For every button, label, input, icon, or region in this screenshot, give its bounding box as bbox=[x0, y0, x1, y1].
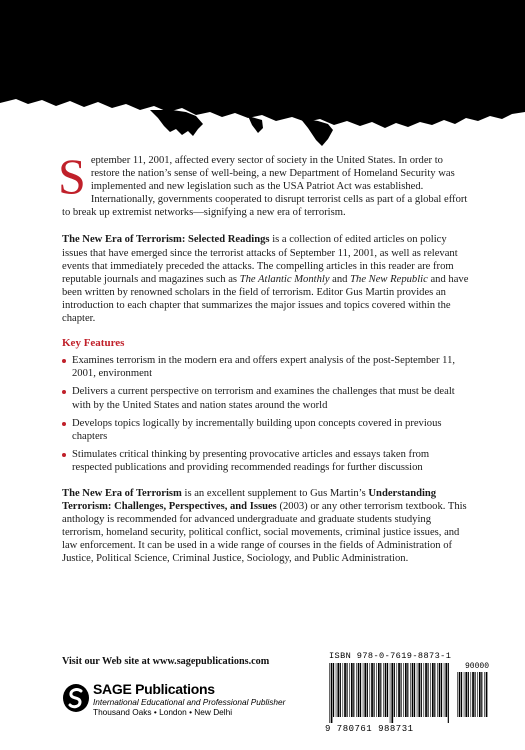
textbook-title: Understanding Terrorism: Challenges, Perspectives, and Issues bbox=[62, 487, 437, 513]
feature-item: Develops topics logically by incrementally building upon concepts covered in previous chapters bbox=[62, 417, 470, 443]
intro-text: eptember 11, 2001, affected every sector of society in the United States. In order to restore the nation’s sense of well-being, a new Department of Homeland Security was implemented and new legislation such as the USA Patriot Act was established. Internationally, governments cooperated to disrupt terrorist cells as part of a global effort to break up extremist networks—signifying a new era of terrorism. bbox=[62, 155, 468, 219]
key-features-list bbox=[62, 354, 470, 474]
description-text-2: and bbox=[329, 273, 351, 285]
book-title: The New Era of Terrorism: Selected Readings bbox=[62, 234, 270, 246]
key-features-heading: Key Features bbox=[62, 337, 125, 350]
feature-item: Stimulates critical thinking by presenting provocative articles and essays taken from respected publications and providing recommended readings for further discussion bbox=[62, 448, 470, 474]
publisher-name: SAGE Publications bbox=[93, 681, 215, 697]
description-paragraph bbox=[62, 233, 470, 325]
supplement-book-title: The New Era of Terrorism bbox=[62, 487, 182, 499]
publisher-locations: Thousand Oaks • London • New Delhi bbox=[93, 707, 233, 717]
description-text-3: and have been written by renowned scholars in the field of terrorism. Editor Gus Martin provides an introduction to each chapter that summarizes the major issues and topics covered within the chapter. bbox=[62, 273, 469, 325]
description-text-1: is a collection of edited articles on policy issues that have emerged since the terrorist attacks of September 11, 2001, as well as relevant events that immediately preceded the attacks. The compelling articles in this reader are from reputable journals and magazines such as bbox=[62, 234, 458, 285]
drop-cap: S bbox=[58, 148, 86, 204]
ean-barcode bbox=[329, 663, 451, 723]
website-line: Visit our Web site at www.sagepublications.com bbox=[62, 656, 270, 667]
price-addon-digits: 90000 bbox=[464, 662, 489, 671]
torn-black-header bbox=[0, 0, 525, 150]
supplement-text-1: is an excellent supplement to Gus Martin’s bbox=[181, 487, 369, 499]
feature-item: Delivers a current perspective on terrorism and examines the challenges that must be dealt with by the United States and nation states around the world bbox=[62, 385, 470, 411]
publisher-tagline: International Educational and Professional Publisher bbox=[93, 697, 286, 707]
feature-item: Examines terrorism in the modern era and offers expert analysis of the post-September 11, 2001, environment bbox=[62, 354, 470, 380]
sage-logo-icon bbox=[62, 683, 90, 713]
back-cover-text bbox=[58, 148, 470, 566]
journal-atlantic: The Atlantic Monthly bbox=[239, 273, 330, 285]
ean-digits: 9 780761 988731 bbox=[325, 724, 414, 734]
barcode-box bbox=[325, 650, 493, 736]
supplement-paragraph bbox=[62, 487, 470, 566]
addon-barcode bbox=[457, 672, 489, 723]
isbn-number: ISBN 978-0-7619-8873-1 bbox=[329, 651, 452, 661]
journal-new-republic: The New Republic bbox=[350, 273, 428, 285]
supplement-text-2: (2003) or any other terrorism textbook. This anthology is recommended for advanced undergraduate and graduate students studying terrorism, homeland security, political conflict, social movements, criminal justice issues, and law enforcement. It can be used in a wide range of courses in the fields of Administration of Justice, Political Science, Criminal Justice, Sociology, and Public Administration. bbox=[62, 501, 467, 565]
intro-paragraph bbox=[58, 148, 470, 219]
publisher-block bbox=[62, 681, 286, 721]
